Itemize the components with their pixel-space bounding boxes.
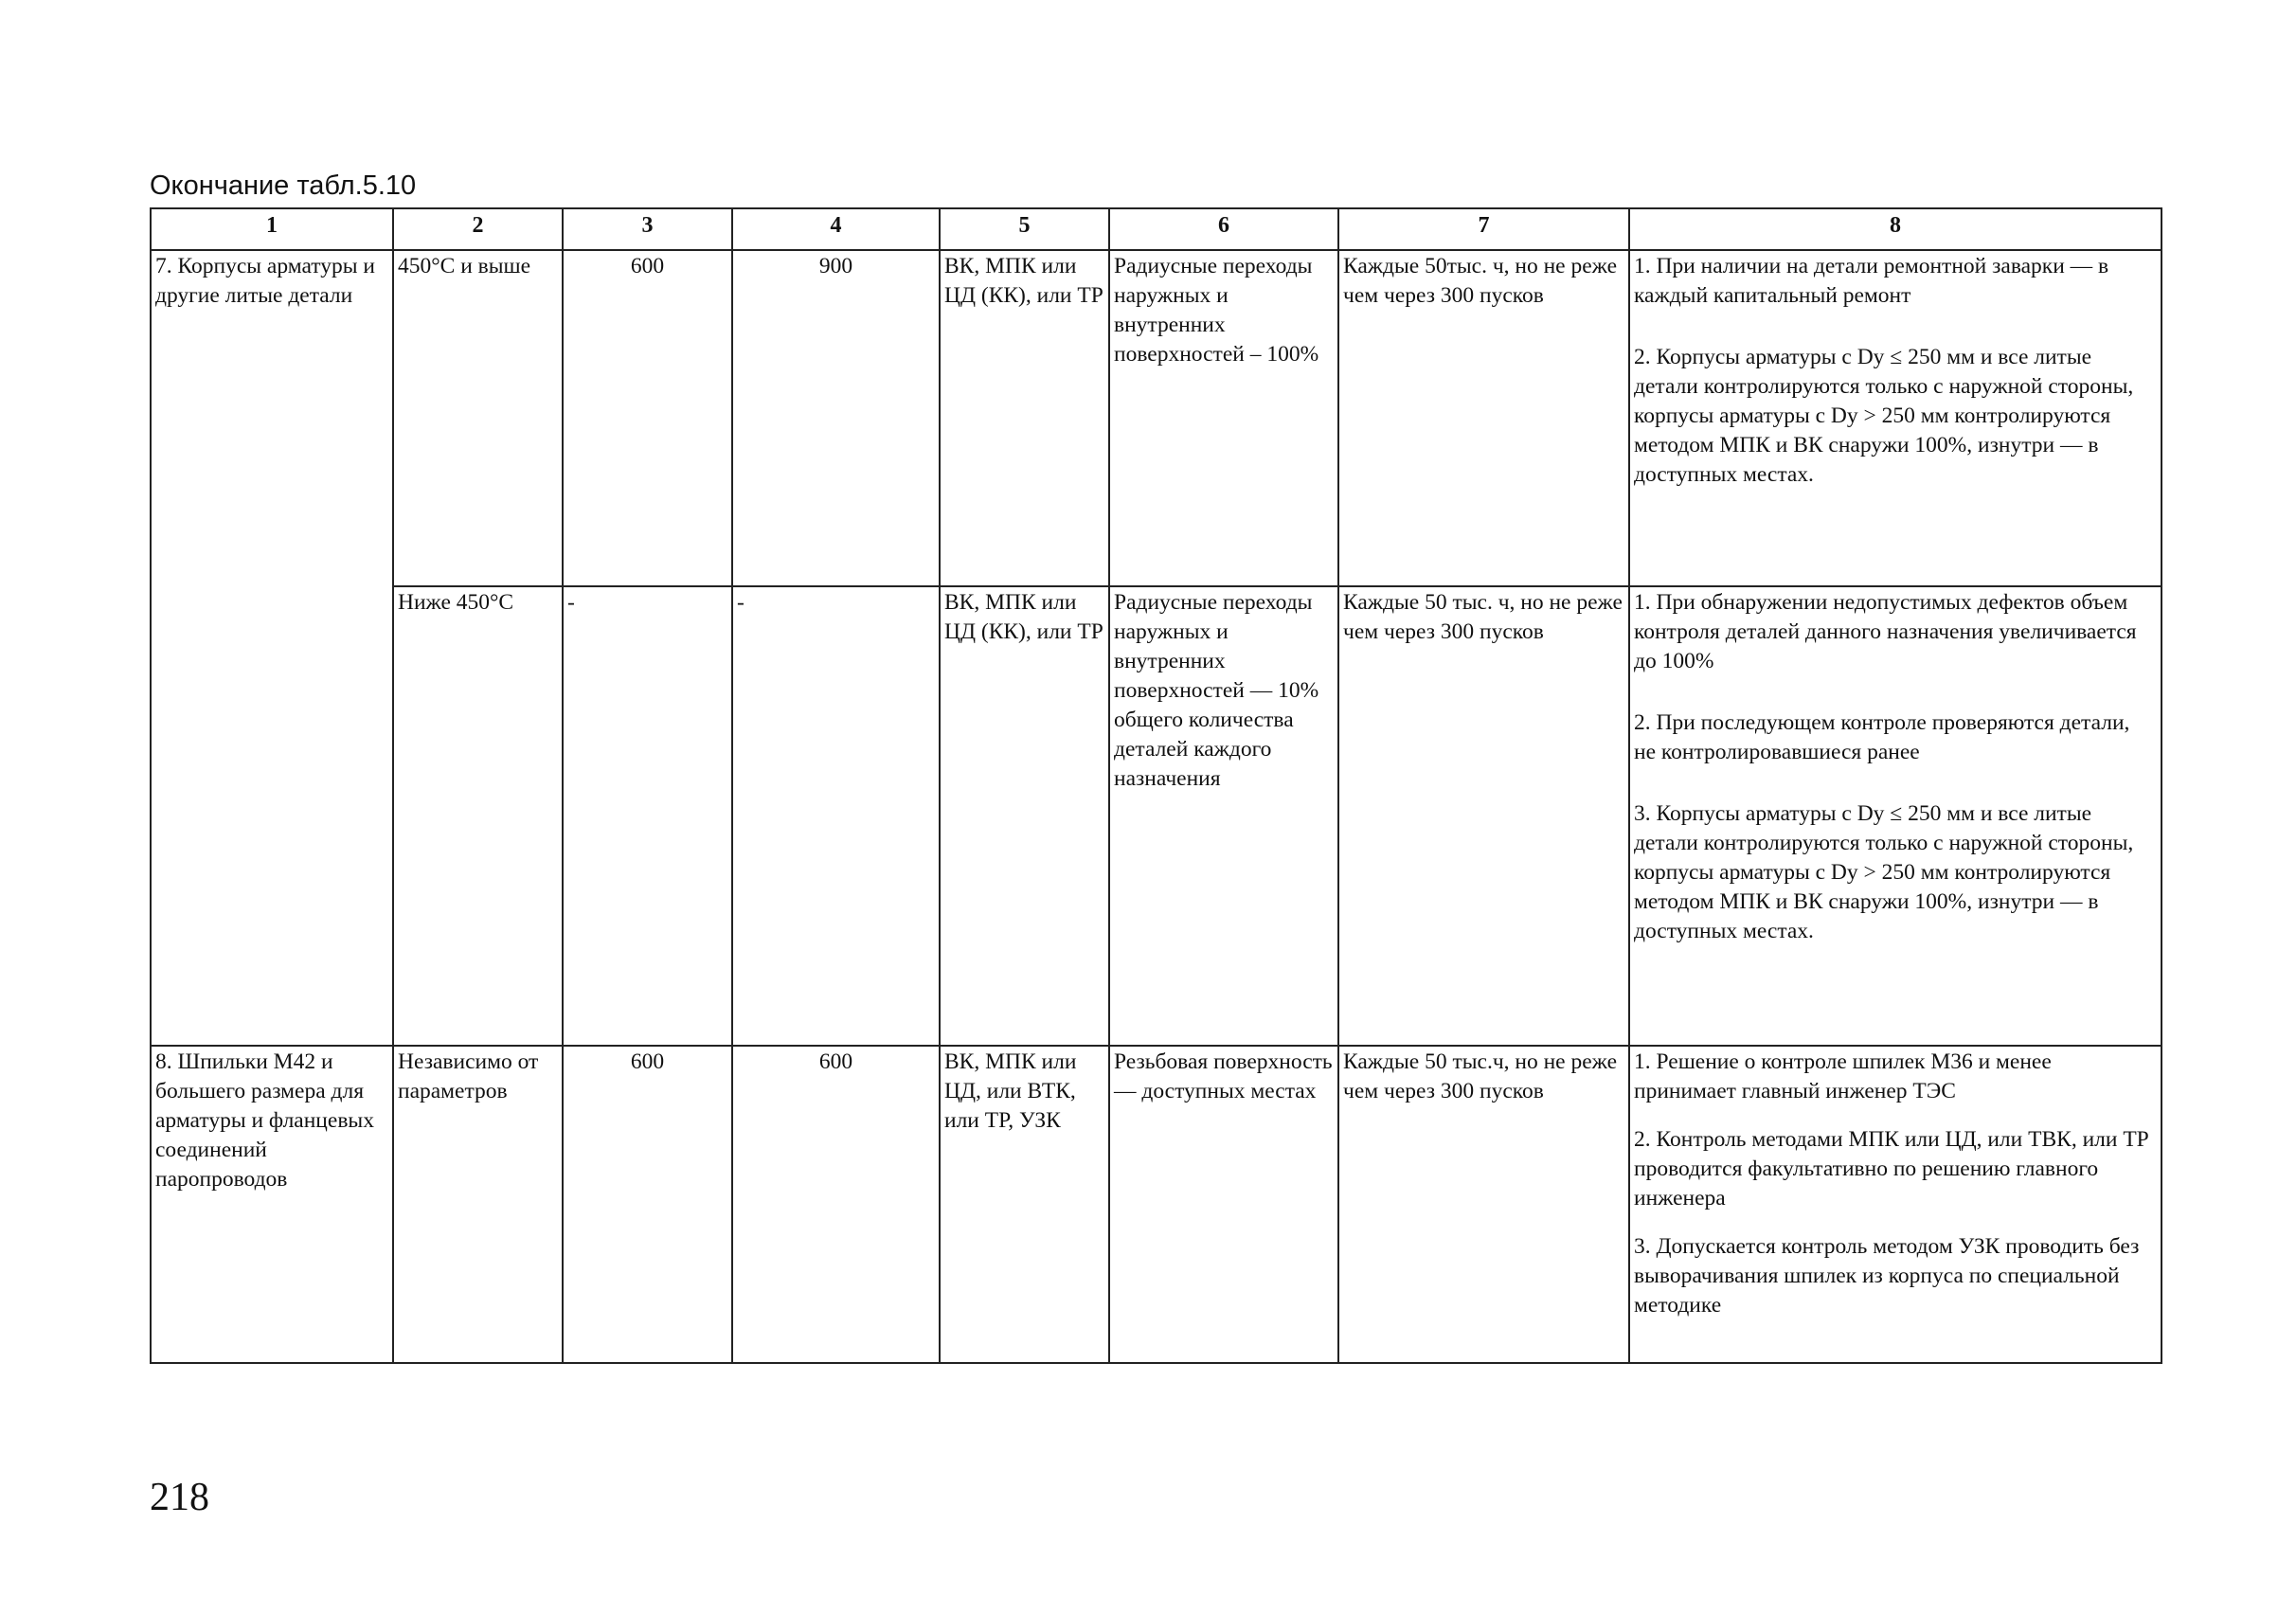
note: 2. Корпусы арматуры с Dy ≤ 250 мм и все литые детали контролируются только с наружной стороны, корпусы арматуры с Dy > 250 мм контролируются методом МПК и ВК снаружи 100%, изнутри — в доступных местах. [1634, 345, 2134, 487]
column-header: 5 [940, 208, 1109, 250]
cell-interval: Каждые 50 тыс.ч, но не реже чем через 300 пусков [1338, 1046, 1629, 1363]
cell-interval: Каждые 50тыс. ч, но не реже чем через 300 пусков [1338, 250, 1629, 586]
table-caption: Окончание табл.5.10 [150, 170, 417, 201]
column-header: 6 [1109, 208, 1338, 250]
cell-component: 8. Шпильки М42 и большего размера для арматуры и фланцевых соединений паропроводов [151, 1046, 393, 1363]
cell-component: 7. Корпусы арматуры и другие литые детали [151, 250, 393, 1046]
table-row [151, 586, 2161, 1046]
note: 3. Корпусы арматуры с Dy ≤ 250 мм и все литые детали контролируются только с наружной стороны, корпусы арматуры с Dy > 250 мм контролируются методом МПК и ВК снаружи 100%, изнутри — в доступных местах. [1634, 801, 2134, 943]
note: 1. Решение о контроле шпилек М36 и менее принимает главный инженер ТЭС [1634, 1049, 2052, 1103]
column-header: 8 [1629, 208, 2161, 250]
table-header-row [151, 208, 2161, 250]
inspection-table [150, 207, 2162, 1364]
cell-col3: - [563, 586, 732, 1046]
column-header: 7 [1338, 208, 1629, 250]
cell-scope: Радиусные переходы наружных и внутренних поверхностей – 100% [1109, 250, 1338, 586]
cell-col4: 900 [732, 250, 940, 586]
note: 1. При обнаружении недопустимых дефектов объем контроля деталей данного назначения увеличивается до 100% [1634, 590, 2137, 673]
column-header: 3 [563, 208, 732, 250]
note: 2. Контроль методами МПК или ЦД, или ТВК, или ТР проводится факультативно по решению главного инженера [1634, 1127, 2149, 1210]
cell-notes [1629, 586, 2161, 1046]
note: 3. Допускается контроль методом УЗК проводить без выворачивания шпилек из корпуса по специальной методике [1634, 1234, 2140, 1318]
cell-col4: - [732, 586, 940, 1046]
note: 1. При наличии на детали ремонтной заварки — в каждый капитальный ремонт [1634, 254, 2109, 308]
cell-methods: ВК, МПК или ЦД (КК), или ТР [940, 586, 1109, 1046]
cell-col3: 600 [563, 1046, 732, 1363]
cell-temperature: Ниже 450°С [393, 586, 563, 1046]
note: 2. При последующем контроле проверяются детали, не контролировавшиеся ранее [1634, 710, 2130, 764]
cell-methods: ВК, МПК или ЦД, или ВТК, или ТР, УЗК [940, 1046, 1109, 1363]
cell-temperature: Независимо от параметров [393, 1046, 563, 1363]
page-number: 218 [150, 1476, 209, 1519]
column-header: 2 [393, 208, 563, 250]
cell-col4: 600 [732, 1046, 940, 1363]
cell-methods: ВК, МПК или ЦД (КК), или ТР [940, 250, 1109, 586]
cell-col3: 600 [563, 250, 732, 586]
table-row [151, 1046, 2161, 1363]
cell-scope: Радиусные переходы наружных и внутренних поверхностей — 10% общего количества деталей каждого назначения [1109, 586, 1338, 1046]
cell-temperature: 450°С и выше [393, 250, 563, 586]
cell-notes [1629, 250, 2161, 586]
column-header: 1 [151, 208, 393, 250]
cell-notes [1629, 1046, 2161, 1363]
table-row [151, 250, 2161, 586]
cell-scope: Резьбовая поверхность — доступных местах [1109, 1046, 1338, 1363]
column-header: 4 [732, 208, 940, 250]
cell-interval: Каждые 50 тыс. ч, но не реже чем через 300 пусков [1338, 586, 1629, 1046]
